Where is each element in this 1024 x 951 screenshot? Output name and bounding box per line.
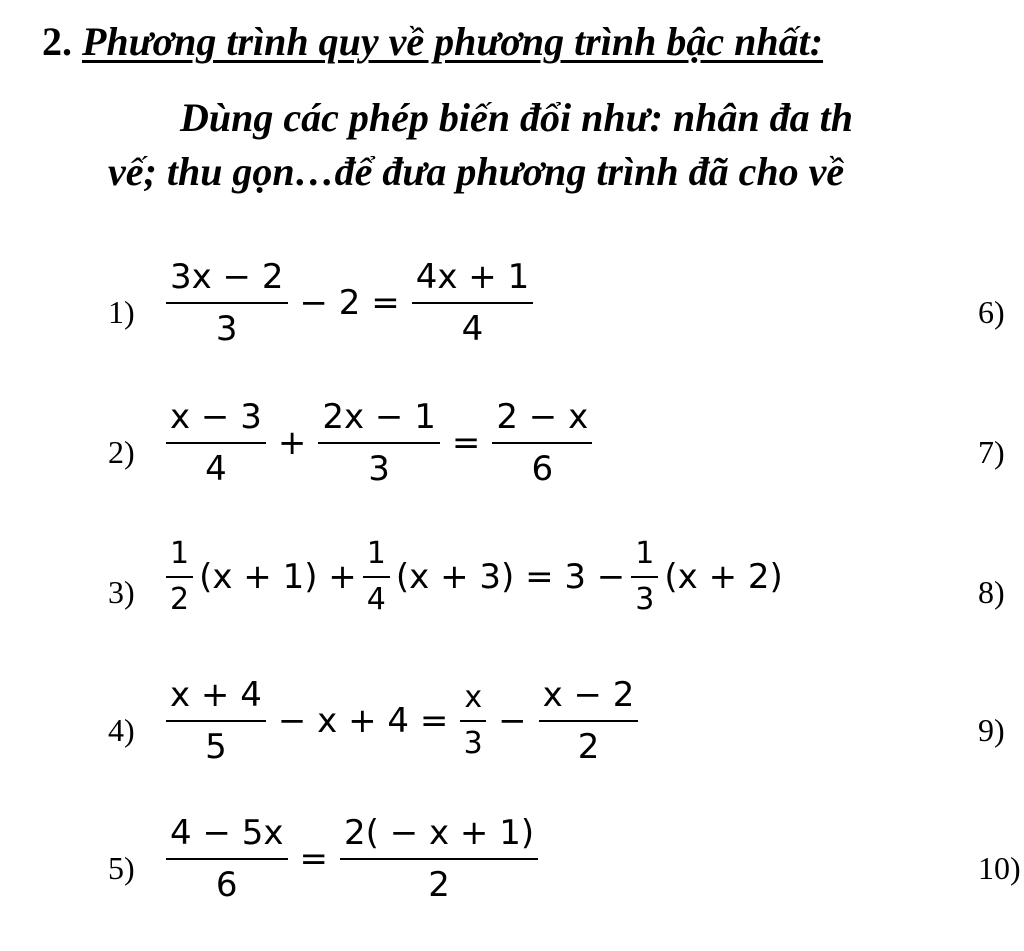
problem-label: 1) — [108, 294, 135, 330]
problem-7-label: 7) — [978, 434, 1005, 470]
fraction — [631, 538, 658, 616]
fraction — [492, 398, 592, 488]
fraction — [166, 398, 266, 488]
denominator: 2 — [428, 865, 450, 905]
problem-label: 3) — [108, 574, 135, 610]
numerator: x + 4 — [166, 676, 266, 722]
numerator: x — [460, 682, 486, 722]
numerator: 1 — [166, 538, 193, 578]
denominator: 4 — [205, 449, 227, 489]
numerator: 2x − 1 — [318, 398, 440, 444]
problem-label: 4) — [108, 712, 135, 748]
fraction — [166, 258, 288, 348]
section-heading — [42, 18, 823, 66]
equation — [160, 676, 644, 766]
problem-label: 2) — [108, 434, 135, 470]
section-number: 2. — [42, 19, 72, 64]
equation — [160, 258, 539, 348]
operator: − — [498, 701, 527, 741]
numerator: 4x + 1 — [412, 258, 534, 304]
term: (x + 3) = 3 − — [395, 557, 626, 597]
denominator: 2 — [170, 582, 190, 617]
numerator: x − 3 — [166, 398, 266, 444]
equation — [160, 538, 783, 616]
instruction-line-2: vế; thu gọn…để đưa phương trình đã cho về — [108, 149, 845, 194]
instruction-line-1: Dùng các phép biến đổi như: nhân đa th — [180, 95, 853, 140]
term: (x + 2) — [664, 557, 783, 597]
fraction — [412, 258, 534, 348]
numerator: 2( − x + 1) — [340, 814, 538, 860]
operator: − 2 = — [299, 283, 400, 323]
denominator: 4 — [461, 309, 484, 349]
fraction — [318, 398, 440, 488]
fraction — [460, 682, 486, 760]
denominator: 3 — [368, 449, 390, 489]
fraction — [166, 814, 288, 904]
denominator: 6 — [531, 449, 554, 489]
problem-label: 5) — [108, 850, 135, 886]
problem-10-label: 10) — [978, 850, 1021, 886]
denominator: 3 — [463, 726, 483, 761]
fraction — [166, 676, 266, 766]
problem-6-label: 6) — [978, 294, 1005, 330]
operator: − x + 4 = — [277, 701, 449, 741]
fraction — [166, 538, 193, 616]
problem-8-label: 8) — [978, 574, 1005, 610]
fraction — [340, 814, 538, 904]
fraction — [539, 676, 639, 766]
fraction — [363, 538, 390, 616]
problem-9-label: 9) — [978, 712, 1005, 748]
operator: + — [277, 423, 307, 463]
equation — [160, 398, 598, 488]
numerator: x − 2 — [539, 676, 639, 722]
numerator: 1 — [631, 538, 658, 578]
numerator: 2 − x — [492, 398, 592, 444]
denominator: 3 — [635, 582, 655, 617]
denominator: 6 — [215, 865, 238, 905]
term: (x + 1) + — [199, 557, 357, 597]
denominator: 5 — [205, 727, 227, 767]
denominator: 2 — [577, 727, 600, 767]
section-title: Phương trình quy về phương trình bậc nhất: — [82, 19, 824, 64]
numerator: 3x − 2 — [166, 258, 288, 304]
denominator: 4 — [366, 582, 386, 617]
equation — [160, 814, 544, 904]
denominator: 3 — [215, 309, 238, 349]
operator: = — [299, 839, 328, 879]
operator: = — [451, 423, 481, 463]
numerator: 1 — [363, 538, 390, 578]
numerator: 4 − 5x — [166, 814, 288, 860]
